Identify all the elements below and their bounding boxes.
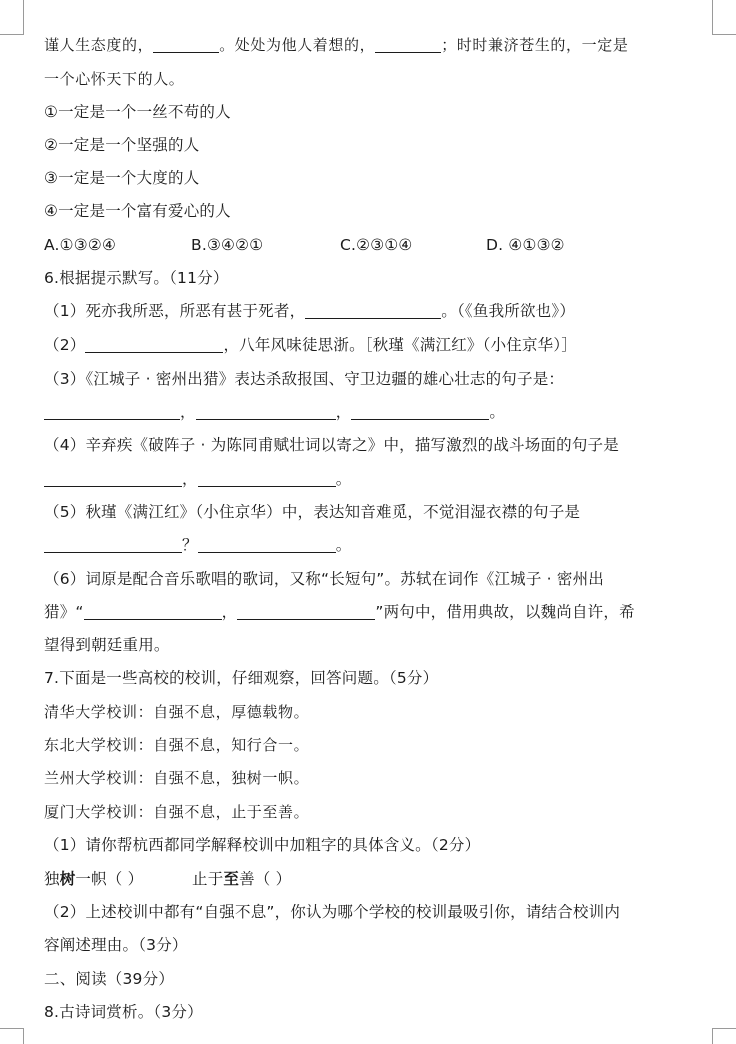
crop-mark-bottom-right (712, 1028, 713, 1044)
q6-s4-blank-1 (44, 469, 182, 487)
q6-sub-6-line-3: 望得到朝廷重用。 (44, 636, 170, 654)
q5-item-4: ④一定是一个富有爱心的人 (44, 202, 231, 220)
q5-line-1 (44, 32, 692, 58)
section-2-heading: 二、阅读（39分） (44, 970, 175, 988)
crop-mark-bottom-left-h (0, 1028, 24, 1029)
q6-sub-6-line-2 (44, 599, 692, 625)
q5-option-c: C.②③①④ (340, 236, 413, 254)
q7-motto-3: 兰州大学校训：自强不息，独树一帜。 (44, 769, 310, 787)
q6-s6-blank-1 (84, 602, 222, 620)
q6-s3-comma-2: ， (335, 403, 352, 421)
q6-s2-blank (85, 335, 223, 353)
q7-sub-2: （2）上述校训中都有“自强不息”，你认为哪个学校的校训最吸引你，请结合校训内 (44, 903, 621, 921)
q8-title: 8.古诗词赏析。（3分） (44, 1003, 203, 1021)
q5-options (44, 232, 692, 258)
crop-mark-bottom-right-h (712, 1028, 736, 1029)
q6-s5-blank-2 (198, 535, 336, 553)
q7-word-1-bold: 树 (59, 870, 76, 888)
q7-word-2-a: 止于 (192, 870, 224, 888)
q7-word-1-a: 独 (44, 870, 60, 888)
q6-sub-4-blanks (44, 466, 692, 492)
q6-title: 6.根据提示默写。（11分） (44, 269, 229, 287)
q6-s4-blank-2 (198, 469, 336, 487)
q5-item-1: ①一定是一个一丝不苟的人 (44, 103, 231, 121)
crop-mark-bottom-left (23, 1028, 24, 1044)
q6-sub-1 (44, 298, 692, 324)
q5-line-2 (44, 66, 692, 92)
q5-blank-1 (153, 35, 219, 53)
q6-s5-period: 。 (335, 536, 352, 554)
q7-word-2-bold: 至 (223, 870, 240, 888)
q6-sub-4: （4）辛弃疾《破阵子 · 为陈同甫赋壮词以寄之》中，描写激烈的战斗场面的句子是 (44, 436, 619, 454)
q6-s5-blank-1 (44, 535, 182, 553)
q7-word-2-c: 善（ ） (239, 870, 292, 888)
q7-sub-2-line-2: 容阐述理由。（3分） (44, 936, 188, 954)
crop-mark-top-left-h (0, 34, 24, 35)
q7-motto-4: 厦门大学校训：自强不息，止于至善。 (44, 803, 310, 821)
q5-item-3: ③一定是一个大度的人 (44, 169, 200, 187)
q6-s1-blank (305, 301, 441, 319)
q6-s4-comma: ， (182, 470, 198, 488)
q6-s3-blank-1 (44, 402, 180, 420)
q6-s3-period: 。 (489, 403, 506, 421)
q6-s2-text-a: （2） (44, 336, 86, 354)
q6-s6-comma: ， (221, 603, 238, 621)
crop-mark-top-right-h (712, 34, 736, 35)
q7-word-1-c: 一帜（ ） (75, 870, 144, 888)
crop-mark-top-right (712, 0, 713, 34)
q5-text-line2: 一个心怀天下的人。 (44, 70, 185, 88)
q6-s2-text-b: ，八年风味徒思浙。［秋瑾《满江红》（小住京华）］ (223, 336, 578, 354)
q5-text-a: 谨人生态度的， (44, 36, 154, 54)
q7-motto-2: 东北大学校训：自强不息，知行合一。 (44, 736, 310, 754)
q6-sub-6: （6）词原是配合音乐歌唱的歌词，又称“长短句”。苏轼在词作《江城子 · 密州出 (44, 570, 605, 588)
q6-s5-question: ？ (182, 536, 198, 554)
q6-sub-5-blanks (44, 532, 692, 558)
q7-word-1 (44, 870, 143, 888)
q6-sub-3: （3）《江城子 · 密州出猎》表达杀敌报国、守卫边疆的雄心壮志的句子是： (44, 370, 565, 388)
q5-text-b: 。处处为他人着想的， (219, 36, 376, 54)
q6-s1-text-b: 。（《鱼我所欲也》） (441, 302, 576, 320)
q6-s6-text-b2: ”两句中，借用典故，以魏尚自许，希 (375, 603, 635, 621)
q6-s1-text-a: （1）死亦我所恶，所恶有甚于死者， (44, 302, 306, 320)
q5-option-d: D. ④①③② (486, 236, 565, 254)
q7-title: 7.下面是一些高校的校训，仔细观察，回答问题。（5分） (44, 669, 439, 687)
q6-sub-2 (44, 332, 692, 358)
q6-sub-5: （5）秋瑾《满江红》（小住京华）中，表达知音难觅，不觉泪湿衣襟的句子是 (44, 503, 581, 521)
q6-s3-comma-1: ， (180, 403, 196, 421)
q7-word-2 (192, 866, 291, 892)
q7-words (44, 866, 692, 892)
q5-option-a: A.①③②④ (44, 236, 117, 254)
q5-blank-2 (375, 35, 441, 53)
q6-sub-3-blanks (44, 399, 692, 425)
q6-s6-blank-2 (237, 602, 375, 620)
q6-s3-blank-3 (351, 402, 489, 420)
crop-mark-top-left (23, 0, 24, 34)
q7-motto-1: 清华大学校训：自强不息，厚德载物。 (44, 703, 310, 721)
q5-option-b: B.③④②① (191, 236, 264, 254)
q7-sub-1: （1）请你帮杭西都同学解释校训中加粗字的具体含义。（2分） (44, 836, 481, 854)
q6-s3-blank-2 (196, 402, 336, 420)
q5-text-c: ；时时兼济苍生的，一定是 (441, 36, 629, 54)
q6-s6-text-b1: 猎》“ (44, 603, 84, 621)
q5-item-2: ②一定是一个坚强的人 (44, 136, 200, 154)
q6-s4-period: 。 (335, 470, 352, 488)
